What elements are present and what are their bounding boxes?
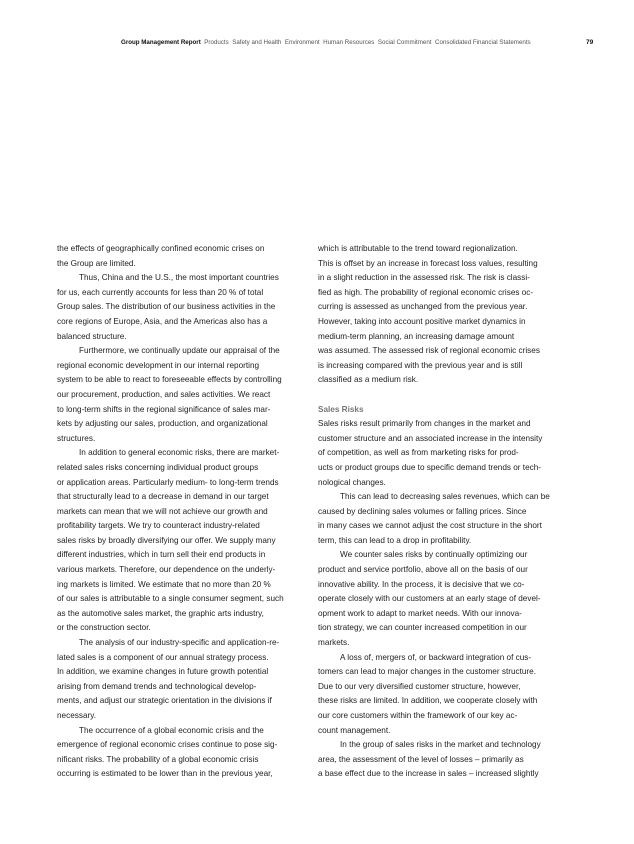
text-line: the Group are limited.: [57, 258, 136, 268]
text-line: nificant risks. The probability of a global economic crisis: [57, 754, 259, 764]
text-line: our procurement, production, and sales activities. We react: [57, 389, 271, 399]
text-line: This is offset by an increase in forecast loss values, resulting: [318, 258, 538, 268]
text-line: these risks are limited. In addition, we cooperate closely with: [318, 696, 538, 706]
text-line: nological changes.: [318, 477, 386, 487]
paragraph-gap: [318, 388, 568, 403]
text-line: core regions of Europe, Asia, and the Americas also has a: [57, 316, 268, 326]
text-line: emergence of regional economic crises continue to pose sig-: [57, 740, 278, 750]
text-line: ments, and adjust our strategic orientation in the divisions if: [57, 696, 272, 706]
text-line: balanced structure.: [57, 331, 127, 341]
text-line: of our sales is attributable to a single consumer segment, such: [57, 594, 284, 604]
text-line: or the construction sector.: [57, 623, 151, 633]
text-line: However, taking into account positive market dynamics in: [318, 316, 526, 326]
nav-link[interactable]: Human Resources: [323, 39, 375, 46]
nav-link[interactable]: Social Commitment: [377, 39, 432, 46]
text-line: to long-term shifts in the regional significance of sales mar-: [57, 404, 271, 414]
text-line: We counter sales risks by continually optimizing our: [340, 550, 528, 560]
text-line: ucts or product groups due to specific demand trends or tech-: [318, 462, 542, 472]
text-line: was assumed. The assessed risk of regional economic crises: [318, 346, 540, 356]
text-line: various markets. Therefore, our dependence on the underly-: [57, 565, 276, 575]
text-line: fied as high. The probability of regional economic crises oc-: [318, 287, 534, 297]
text-line: term, this can lead to a drop in profitability.: [318, 535, 472, 545]
text-line: structures.: [57, 433, 96, 443]
text-line: Sales risks result primarily from changes in the market and: [318, 419, 531, 429]
text-line: innovative ability. In the process, it is decisive that we co-: [318, 579, 525, 589]
text-line: customer structure and an associated increase in the intensity: [318, 433, 543, 443]
text-line: This can lead to decreasing sales revenues, which can be: [340, 492, 550, 502]
text-line: tomers can lead to major changes in the customer structure.: [318, 667, 536, 677]
text-line: product and service portfolio, above all on the basis of our: [318, 565, 528, 575]
text-line: operate closely with our customers at an early stage of devel-: [318, 594, 541, 604]
text-line: occurring is estimated to be lower than in the previous year,: [57, 769, 273, 779]
text-line: Due to our very diversified customer structure, however,: [318, 681, 521, 691]
text-line: The analysis of our industry-specific and application-re-: [79, 638, 280, 648]
text-line: markets.: [318, 638, 350, 648]
text-line: Furthermore, we continually update our appraisal of the: [79, 346, 280, 356]
text-line: ing markets is limited. We estimate that no more than 20 %: [57, 579, 271, 589]
text-line: sales risks by broadly diversifying our offer. We supply many: [57, 535, 276, 545]
text-line: In addition to general economic risks, there are market-: [79, 448, 280, 458]
text-line: lated sales is a component of our annual strategy process.: [57, 652, 269, 662]
text-line: as the automotive sales market, the graphic arts industry,: [57, 608, 264, 618]
text-line: related sales risks concerning individual product groups: [57, 462, 259, 472]
text-line: regional economic development in our internal reporting: [57, 360, 260, 370]
text-line: markets can mean that we will not achieve our growth and: [57, 506, 268, 516]
text-line: In addition, we examine changes in future growth potential: [57, 667, 269, 677]
section-nav: [121, 37, 534, 49]
text-line: kets by adjusting our sales, production, and organizational: [57, 419, 268, 429]
text-line: curring is assessed as unchanged from the previous year.: [318, 302, 528, 312]
text-line: is increasing compared with the previous year and is still: [318, 360, 523, 370]
text-line: The occurrence of a global economic crisis and the: [79, 725, 264, 735]
nav-link[interactable]: Environment: [284, 39, 320, 46]
text-line: Thus, China and the U.S., the most important countries: [79, 273, 279, 283]
text-line: caused by declining sales volumes or falling prices. Since: [318, 506, 527, 516]
nav-link[interactable]: Consolidated Financial Statements: [435, 39, 531, 46]
text-line: profitability targets. We try to counteract industry-related: [57, 521, 260, 531]
text-line: for us, each currently accounts for less than 20 % of total: [57, 287, 264, 297]
text-line: of competition, as well as from marketing risks for prod-: [318, 448, 519, 458]
text-line: or application areas. Particularly medium- to long-term trends: [57, 477, 279, 487]
text-line: necessary.: [57, 711, 96, 720]
text-line: in many cases we cannot adjust the cost structure in the short: [318, 521, 542, 531]
nav-link[interactable]: Products: [204, 39, 229, 46]
text-line: that structurally lead to a decrease in demand in our target: [57, 492, 269, 502]
text-line: In the group of sales risks in the market and technology: [340, 740, 541, 750]
section-heading: Sales Risks: [318, 404, 364, 414]
text-line: classified as a medium risk.: [318, 375, 419, 385]
nav-link[interactable]: Safety and Health: [232, 39, 282, 46]
text-line: a base effect due to the increase in sales – increased slightly: [318, 769, 539, 779]
text-line: Group sales. The distribution of our business activities in the: [57, 302, 276, 312]
page-header: [0, 37, 634, 49]
text-line: tion strategy, we can counter increased competition in our: [318, 623, 527, 633]
text-line: system to be able to react to foreseeable effects by controlling: [57, 375, 282, 385]
left-column: [57, 242, 307, 782]
text-line: count management.: [318, 725, 391, 735]
nav-link[interactable]: Group Management Report: [121, 39, 201, 46]
text-line: opment work to adapt to market needs. With our innova-: [318, 608, 522, 618]
right-column: [318, 242, 568, 782]
page-number: 79: [586, 39, 594, 46]
text-line: arising from demand trends and technological develop-: [57, 681, 257, 691]
text-line: medium-term planning, an increasing damage amount: [318, 331, 515, 341]
text-line: the effects of geographically confined economic crises on: [57, 244, 265, 253]
text-line: which is attributable to the trend toward regionalization.: [318, 244, 518, 253]
text-line: in a slight reduction in the assessed risk. The risk is classi-: [318, 273, 530, 283]
text-line: area, the assessment of the level of losses – primarily as: [318, 754, 524, 764]
text-line: different industries, which in turn sell their end products in: [57, 550, 266, 560]
text-line: our core customers within the framework of our key ac-: [318, 711, 518, 720]
text-line: A loss of, mergers of, or backward integration of cus-: [340, 652, 532, 662]
